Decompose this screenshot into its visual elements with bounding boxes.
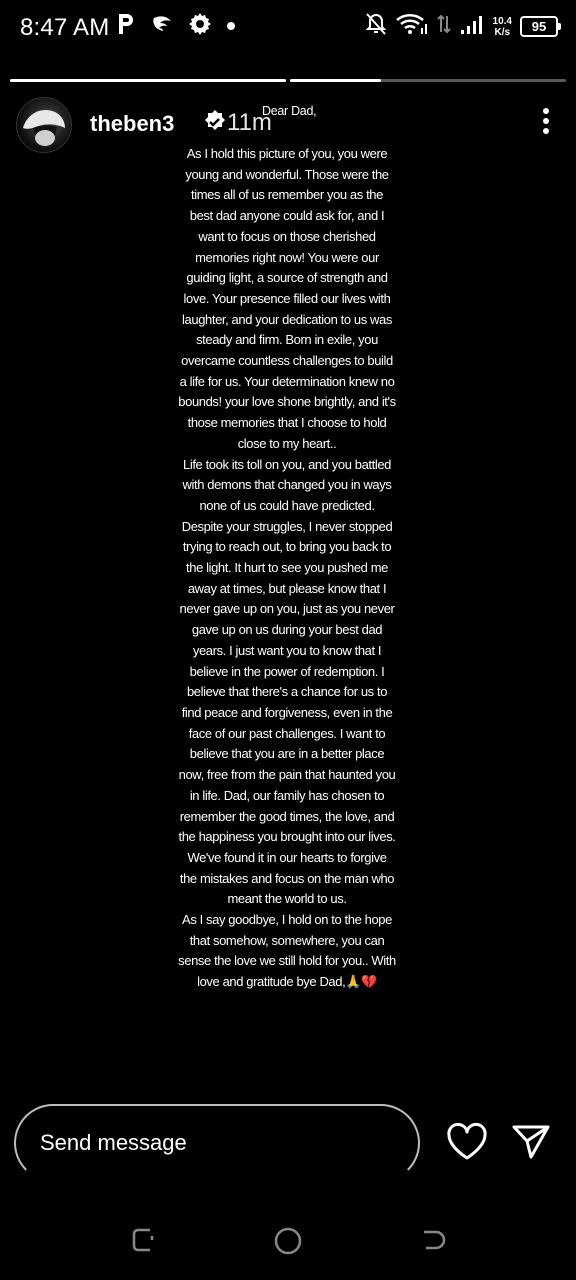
story-body-text: As I hold this picture of you, you were young and wonderful. Those were the times all of us remember you as the best dad anyone could ask for, and I want to focus on those cherished memories right now! You were our guiding light, a source of strength and love. Your presence filled our lives with laughter, and your dedication to us was steady and firm. Born in exile, you overcame countless challenges to build a life for us. Your determination knew no bounds! your love shone brightly, and it's those memories that I choose to hold close to my heart.. Life took its toll on you, and you battled with demons that changed you in ways none of us could have predicted. Despite your struggles, I never stopped trying to reach out, to bring you back to the light. It hurt to see you pushed me away at times, but please know that I never gave up on you, just as you never gave up on us during your best dad years. I just want you to know that I believe in the power of redemption. I believe that there's a chance for us to find peace and forgiveness, even in the face of our past challenges. I want to believe that you are in a better place now, free from the pain that haunted you in life. Dad, our family has chosen to remember the good times, the love, and the happiness you brought into our lives. We've found it in our hearts to forgive the mistakes and focus on the man who meant the world to us. As I say goodbye, I hold on to the hope that somehow, somewhere, you can sense the love we still hold for you.. With love and gratitude bye Dad,: [178, 146, 396, 990]
signal-icon: [459, 12, 485, 41]
notification-icons: [116, 12, 236, 41]
battery-indicator: 95: [520, 16, 558, 37]
send-icon[interactable]: [511, 1122, 551, 1167]
net-speed: [493, 16, 512, 38]
gear-icon: [188, 12, 212, 41]
wing-icon: [150, 12, 174, 41]
p-icon: [116, 12, 136, 41]
heart-icon[interactable]: [446, 1122, 488, 1167]
avatar[interactable]: [16, 97, 72, 153]
system-icons: [365, 12, 558, 41]
home-icon[interactable]: [273, 1226, 303, 1261]
mute-bell-icon: [365, 12, 387, 41]
net-speed-value: 10.4: [492, 15, 512, 27]
username[interactable]: theben3: [90, 111, 175, 136]
story-text: [178, 144, 396, 993]
message-bar: [14, 1104, 420, 1182]
back-icon[interactable]: [420, 1226, 448, 1259]
net-speed-unit: K/s: [494, 26, 511, 38]
send-message-input[interactable]: [38, 1124, 382, 1162]
clock: 8:47 AM: [20, 14, 110, 41]
progress-segment-2: [290, 79, 566, 82]
story-greeting: Dear Dad,: [262, 104, 317, 118]
verified-badge-icon: [202, 109, 228, 140]
story-progress: [10, 79, 566, 82]
story-emojis: 🙏💔: [345, 974, 377, 990]
dot-icon: [226, 18, 236, 36]
post-time: 11m: [227, 109, 272, 136]
recent-apps-icon[interactable]: [130, 1226, 158, 1259]
progress-segment-1: [10, 79, 286, 82]
data-arrows-icon: [437, 12, 451, 41]
more-options-icon[interactable]: [542, 107, 550, 140]
wifi-icon: [395, 12, 429, 41]
navigation-bar: [0, 1200, 576, 1280]
status-bar: [0, 0, 576, 60]
